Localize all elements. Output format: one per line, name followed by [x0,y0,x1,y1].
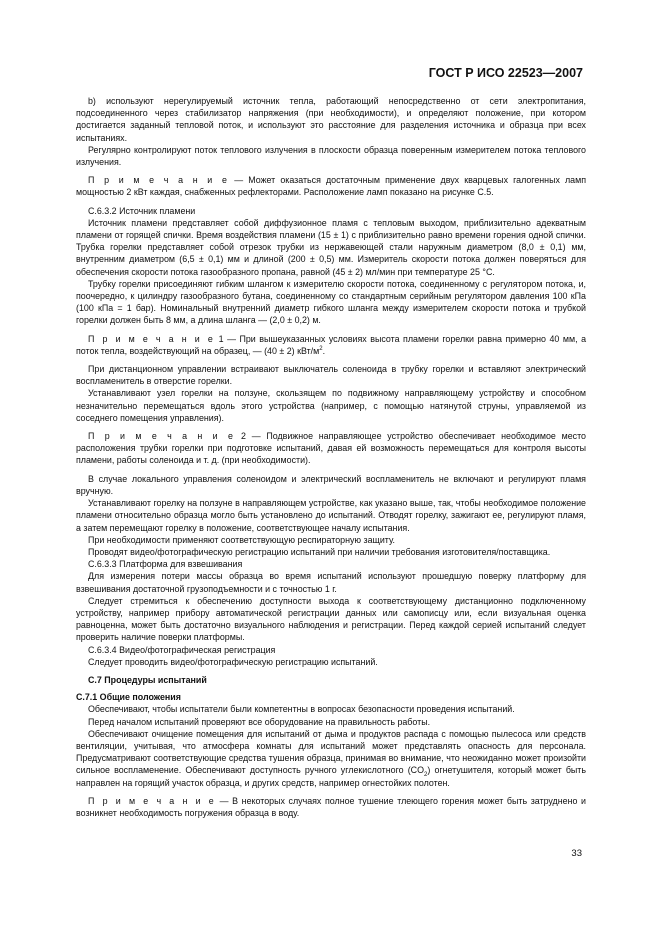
page-number: 33 [571,848,582,859]
paragraph: При дистанционном управлении встраивают выключатель соленоида в трубку горелки и вставляют электрический воспламенитель в отверстие горелки. [76,364,586,387]
paragraph [76,728,586,789]
note-label: П р и м е ч а н и е [88,431,236,442]
paragraph: В случае локального управления соленоидом и электрический воспламенитель не включают и регулируют пламя вручную. [76,473,586,496]
paragraph: При необходимости применяют соответствующую респираторную защиту. [88,534,395,545]
paragraph: Трубку горелки присоединяют гибким шлангом к измерителю скорости потока, соединенному с регулятором потока, и, поочередно, к цилиндру газообразного бутана, соединенному со стандартным серийным регулятором давления 100 кПа (100 кПа = 1 бар). Номинальный внутренний диаметр гибкого шланга между измерителем скорости потока и трубкой горелки должен быть 8 мм, а длина шланга — (2,0 ± 0,2) м. [76,278,586,326]
note-end: . [322,345,326,356]
note [76,174,586,198]
note-text: 2 — Подвижное направляющее устройство обеспечивает необходимое место расположения трубки горелки при подготовке испытаний, давая ей возможность перемещаться для контроля высоты пламени, работы соленоида и т. д. (при необходимости). [76,431,586,466]
paragraph-text: Обеспечивают очищение помещения для испытаний от дыма и продуктов распада с помощью пылесоса или средств вентиляции, учитывая, что атмосфера комнаты для испытаний может представлять опасность для персонала. Предусматривают соответствующие средства тушения образца, принимая во внимание, что неожиданно может произойти сильное воспламенение. Обеспечивают доступность ручного углекислотного (CO [76,728,586,776]
paragraph: Перед началом испытаний проверяют все оборудование на правильность работы. [88,716,431,727]
section-heading: С.6.3.2 Источник пламени [88,205,196,216]
paragraph-text: ) огнетушителя, который может быть направлен на горящий участок образца, и других средств, например огнестойких полотен. [76,765,586,788]
section-heading: С.7 Процедуры испытаний [88,674,207,685]
paragraph: Обеспечивают, чтобы испытатели были компетентны в вопросах безопасности проведения испытаний. [88,704,515,715]
paragraph: Источник пламени представляет собой диффузионное пламя с тепловым выходом, приблизительно адекватным пламени от горящей спички. Время воздействия пламени (15 ± 1) с приблизительно равно времени горения одной спички. Трубка горелки представляет собой отрезок трубки из нержавеющей стали наружным диаметром (8,0 ± 0,1) мм, внутренним диаметром (6,5 ± 0,1) мм и длиной (200 ± 0,5) мм. Измеритель скорости потока должен поверяться для обеспечения скорости потока газообразного пропана, равной (45 ± 2) мл/мин при температуре 25 °С. [76,217,586,277]
paragraph: Регулярно контролируют поток теплового излучения в плоскости образца поверенным измерителем потока теплового излучения. [76,144,586,168]
note [76,795,586,819]
note-text: — Может оказаться достаточным применение двух кварцевых галогенных ламп мощностью 2 кВт каждая, снабженных рефлекторами. Расположение ламп показано на рисунке С.5. [76,175,587,198]
superscript: 2 [319,345,323,352]
note-label: П р и м е ч а н и е [88,795,216,806]
paragraph: Проводят видео/фотографическую регистрацию испытаний при наличии требования изготовителя/поставщика. [88,546,551,557]
document-header: ГОСТ Р ИСО 22523—2007 [428,66,583,80]
note-text: 1 — При вышеуказанных условиях высота пламени горелки равна примерно 40 мм, а поток тепла, воздействующий на образец, — (40 ± 2) кВт/м [76,333,586,356]
subscript: 2 [423,772,428,779]
note [76,333,586,357]
paragraph: Устанавливают горелку на ползуне в направляющем устройстве, как указано выше, так, чтобы необходимое положение пламени относительно образца могло быть установлено до испытаний. Отводят горелку, зажигают ее, регулируют пламя, а затем перемещают горелку в положение, соответствующее началу испытания. [76,498,586,533]
note-text: — В некоторых случаях полное тушение тлеющего горения может быть затруднено и возникнет необходимость погружения образца в воду. [76,795,586,818]
paragraph: b) используют нерегулируемый источник тепла, работающий непосредственно от сети электропитания, подсоединенного через стабилизатор напряжения (при необходимости), и определяют положение, при котором достигается заданный тепловой поток, и используют это расстояние для разделения источника и образца при всех испытаниях. [76,96,586,143]
paragraph: Следует проводить видео/фотографическую регистрацию испытаний. [88,656,378,667]
section-heading: С.6.3.3 Платформа для взвешивания [88,559,243,570]
note-label: П р и м е ч а н и е [88,333,216,344]
paragraph: Устанавливают узел горелки на ползуне, скользящем по подвижному направляющему устройству и способном незначительно перемещаться вдоль этого устройства (например, с помощью натянутой струны, управляемой из соседнего помещения управления). [76,388,586,423]
section-heading: С.6.3.4 Видео/фотографическая регистрация [88,644,276,655]
section-heading: С.7.1 Общие положения [76,692,181,703]
page-body [76,95,586,819]
paragraph: Следует стремиться к обеспечению доступности выхода к соответствующему дистанционно подключенному устройству, например прибору автоматической регистрации данных или самописцу или, если визуальная оценка равноценна, может быть достаточно визуального наблюдения и регистрации. Перед каждой серией испытаний следует проверить наличие поверки платформы. [76,595,586,643]
note-label: П р и м е ч а н и е [88,175,230,186]
note [76,430,586,467]
paragraph: Для измерения потери массы образца во время испытаний используют прошедшую поверку платформу для взвешивания достаточной грузоподъемности и с точностью 1 г. [76,571,586,594]
